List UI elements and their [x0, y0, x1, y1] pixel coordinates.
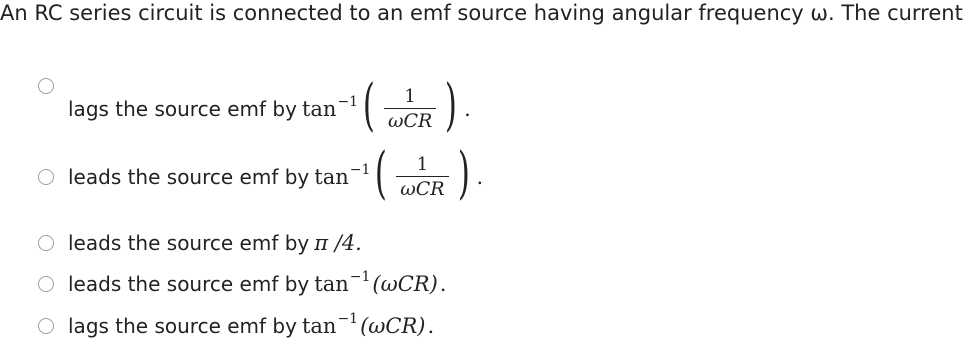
function-argument: (ωCR)	[372, 272, 438, 296]
math-expression: $\tan^{-1}$ ( $\frac{1}{\text{ωCR}}$ ) .	[314, 141, 484, 206]
option-label: lags the source emf by	[68, 314, 297, 338]
option-label: leads the source emf by	[68, 165, 310, 189]
radio-button[interactable]	[38, 169, 54, 185]
math-expression: $\tan^{-1}$ ( $\frac{1}{\text{ωCR}}$ ) .	[301, 73, 471, 138]
fraction-numerator: 1	[416, 153, 429, 175]
radio-button[interactable]	[38, 235, 54, 251]
radio-button[interactable]	[38, 318, 54, 334]
period: .	[464, 97, 471, 121]
fraction	[396, 154, 448, 201]
period: .	[439, 272, 447, 296]
option-5[interactable]	[38, 311, 435, 338]
radio-button[interactable]	[38, 78, 54, 94]
math-expression: π /4.	[314, 231, 362, 255]
fraction	[384, 86, 436, 133]
option-label: lags the source emf by	[68, 97, 297, 121]
option-label: leads the source emf by	[68, 231, 310, 255]
option-2[interactable]	[38, 141, 484, 206]
math-expression	[301, 311, 435, 338]
function-argument: (ωCR)	[360, 314, 426, 338]
option-1[interactable]	[38, 66, 471, 138]
function-name: $\tan^{-1}$	[314, 269, 371, 296]
fraction-denominator: ωCR	[387, 109, 433, 132]
function-name: $\tan^{-1}$	[301, 94, 359, 121]
question-text: An RC series circuit is connected to an emf source having angular frequency ω. The current	[0, 1, 963, 25]
option-4[interactable]	[38, 269, 447, 296]
fraction-numerator: 1	[404, 85, 416, 107]
function-name: $\tan^{-1}$	[301, 311, 359, 338]
option-3[interactable]	[38, 231, 362, 255]
period: .	[427, 314, 435, 338]
function-name: $\tan^{-1}$	[314, 162, 371, 189]
radio-button[interactable]	[38, 276, 54, 292]
option-label: leads the source emf by	[68, 272, 310, 296]
math-expression	[314, 269, 447, 296]
fraction-denominator: ωCR	[400, 177, 445, 200]
period: .	[476, 165, 484, 189]
